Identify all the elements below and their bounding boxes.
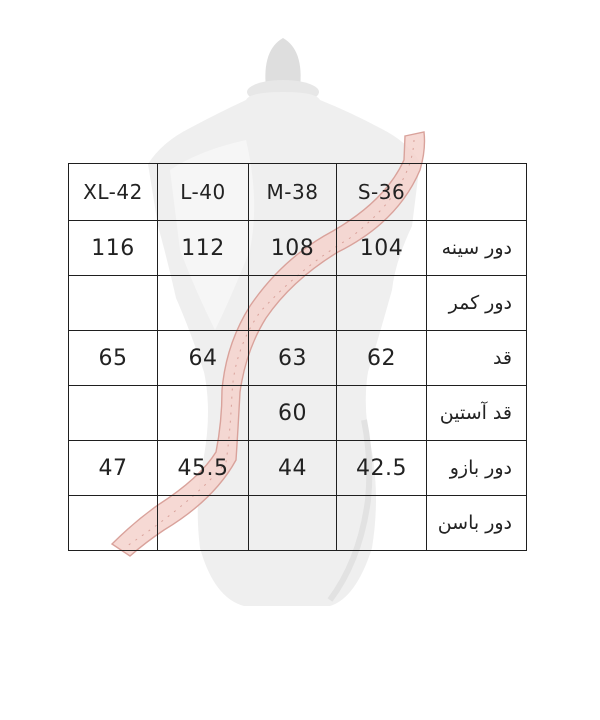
arm-s: 42.5 bbox=[337, 441, 427, 496]
chest-l: 112 bbox=[158, 221, 249, 276]
size-chart-table bbox=[68, 163, 527, 551]
sleeve-s bbox=[337, 386, 427, 441]
length-l: 64 bbox=[158, 331, 249, 386]
waist-s bbox=[337, 276, 427, 331]
sleeve-l bbox=[158, 386, 249, 441]
waist-l bbox=[158, 276, 249, 331]
row-label-arm: دور بازو bbox=[427, 441, 527, 496]
table-row bbox=[69, 441, 527, 496]
arm-l: 45.5 bbox=[158, 441, 249, 496]
table-row bbox=[69, 386, 527, 441]
chest-xl: 116 bbox=[69, 221, 158, 276]
table-row bbox=[69, 496, 527, 551]
chest-m: 108 bbox=[249, 221, 337, 276]
hip-xl bbox=[69, 496, 158, 551]
sleeve-m: 60 bbox=[249, 386, 337, 441]
table-row bbox=[69, 221, 527, 276]
row-label-hip: دور باسن bbox=[427, 496, 527, 551]
size-header-row bbox=[69, 164, 527, 221]
hip-s bbox=[337, 496, 427, 551]
length-xl: 65 bbox=[69, 331, 158, 386]
hip-m bbox=[249, 496, 337, 551]
chest-s: 104 bbox=[337, 221, 427, 276]
arm-m: 44 bbox=[249, 441, 337, 496]
row-label-waist: دور کمر bbox=[427, 276, 527, 331]
size-header-l: L-40 bbox=[158, 164, 249, 221]
hip-l bbox=[158, 496, 249, 551]
waist-xl bbox=[69, 276, 158, 331]
row-label-length: قد bbox=[427, 331, 527, 386]
arm-xl: 47 bbox=[69, 441, 158, 496]
row-label-chest: دور سینه bbox=[427, 221, 527, 276]
table-row bbox=[69, 331, 527, 386]
length-s: 62 bbox=[337, 331, 427, 386]
size-header-xl: XL-42 bbox=[69, 164, 158, 221]
length-m: 63 bbox=[249, 331, 337, 386]
size-header-m: M-38 bbox=[249, 164, 337, 221]
table-row bbox=[69, 276, 527, 331]
sleeve-xl bbox=[69, 386, 158, 441]
waist-m bbox=[249, 276, 337, 331]
header-corner-cell bbox=[427, 164, 527, 221]
row-label-sleeve: قد آستین bbox=[427, 386, 527, 441]
size-header-s: S-36 bbox=[337, 164, 427, 221]
